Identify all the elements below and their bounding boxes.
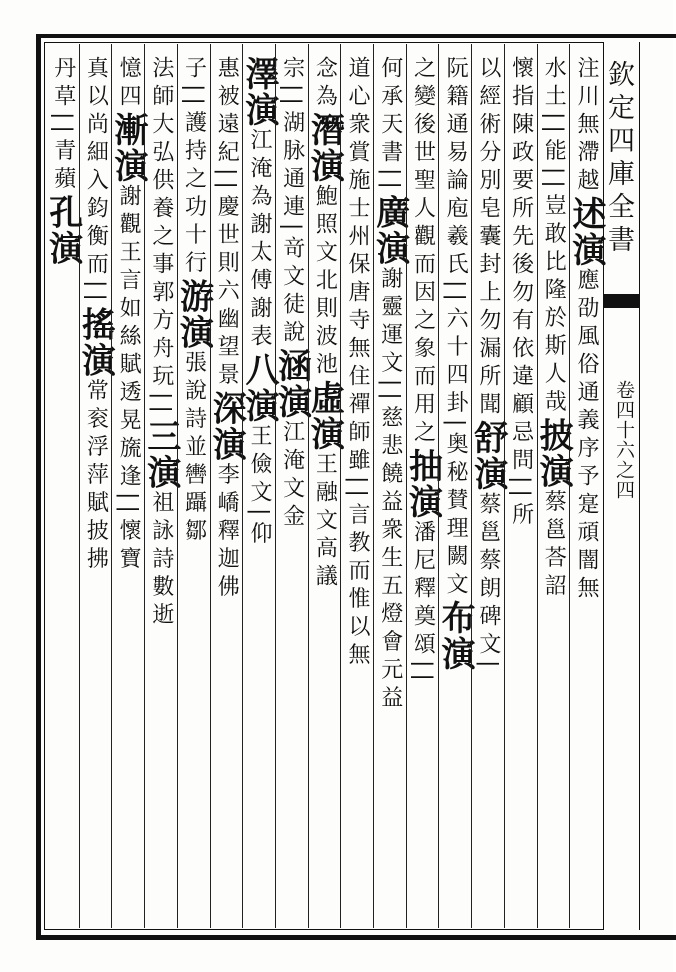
entry-heading: 廣演 <box>369 194 410 267</box>
column-divider <box>504 44 505 928</box>
column-text: 江淹為謝太傅謝表 <box>246 128 272 352</box>
text-column <box>565 56 606 920</box>
column-text: 道心衆賞施士 <box>345 56 371 224</box>
series-title: 欽定四庫全書 <box>603 60 634 258</box>
column-text: 仰 <box>246 521 272 550</box>
column-text: 問||所 <box>508 448 534 531</box>
text-column <box>402 56 443 920</box>
column-text: 謝靈運文||慈悲饒益衆生五燈會元益 <box>377 266 403 714</box>
column-divider <box>111 44 112 928</box>
column-text: 注川無滯越 <box>573 56 599 196</box>
column-divider <box>569 44 570 928</box>
column-divider <box>144 44 145 928</box>
column-text: 以尚細入鈞衡而|| <box>83 84 109 307</box>
column-text: 謝觀王言如絲賦 <box>116 184 142 380</box>
column-text: 能||豈敢比隆於斯人哉 <box>541 138 567 418</box>
entry-heading: 潛演 <box>304 112 345 184</box>
entry-heading: 虛演 <box>304 380 345 452</box>
entry-heading: 孔演 <box>42 194 83 267</box>
text-column <box>533 56 574 920</box>
column-text: 子||護持之功十行 <box>181 56 207 279</box>
entry-heading: 八演 <box>238 352 279 424</box>
column-text: 法師大弘供養之事 <box>148 56 174 280</box>
fish-tail-mark <box>604 294 640 308</box>
column-text: 逢||懷寶 <box>116 464 142 575</box>
column-text: 之變後世聖人觀而因之象而用之 <box>410 56 436 448</box>
text-column <box>271 56 312 920</box>
column-text: 郭方舟玩|| <box>148 280 174 419</box>
column-text: 州保唐寺無住禪師雖||言教而惟以無 <box>345 224 371 671</box>
column-text: |竒文徒說 <box>279 222 305 349</box>
column-text: 透晃旒 <box>116 380 142 464</box>
column-divider <box>210 44 211 928</box>
entry-heading: 述演 <box>565 196 606 268</box>
entry-heading: 舒演 <box>467 420 508 492</box>
column-text: 以經術分別皂囊封上勿漏所聞 <box>475 56 501 420</box>
column-text: 潘尼釋奠頌|| <box>410 520 436 687</box>
text-column <box>238 56 279 920</box>
column-text: 鮑照文北則波池 <box>312 184 338 380</box>
column-divider <box>438 44 439 928</box>
text-column <box>304 56 345 920</box>
column-divider <box>242 44 243 928</box>
entry-heading: 深演 <box>206 390 247 463</box>
column-text: 常衮浮萍賦披拂 <box>83 378 109 575</box>
column-text: ||湖脉通連 <box>279 84 305 223</box>
text-column <box>108 56 149 920</box>
column-text: 何承天書|| <box>377 56 403 195</box>
column-text: 憶四 <box>116 56 142 112</box>
column-text: 阮籍通易論庖羲氏||六十四卦 <box>443 56 469 419</box>
column-text: 丹草||青蘋 <box>50 56 76 195</box>
column-text: 則六幽望景 <box>214 250 240 391</box>
text-column <box>369 56 410 920</box>
column-divider <box>471 44 472 928</box>
entry-heading: 搖演 <box>75 306 116 379</box>
text-column <box>467 56 508 920</box>
column-text: 蔡邕荅詔 <box>541 489 567 602</box>
column-divider <box>340 44 341 928</box>
text-column <box>140 56 181 920</box>
text-column <box>340 56 373 920</box>
text-column <box>173 56 214 920</box>
column-text: 宗 <box>279 56 305 84</box>
column-text: 惠被遠紀||慶世 <box>214 56 240 251</box>
column-text: 王儉文| <box>246 424 272 522</box>
column-divider <box>177 44 178 928</box>
column-text: 水土|| <box>541 56 567 139</box>
column-divider <box>406 44 407 928</box>
text-column <box>504 56 537 920</box>
text-column <box>75 56 116 920</box>
entry-heading: 澤演 <box>238 56 279 128</box>
text-column <box>42 56 83 920</box>
entry-heading: 漸演 <box>108 112 149 184</box>
column-divider <box>308 44 309 928</box>
column-text: 江淹文金 <box>279 420 305 533</box>
column-text: 懷指陳政要所先後勿有依違顧忌 <box>508 56 534 448</box>
column-text: 應劭風俗通義序予寔頑闇無 <box>573 268 599 604</box>
column-divider <box>79 44 80 928</box>
entry-heading: 抽演 <box>402 448 443 520</box>
entry-heading: 三演 <box>140 418 181 491</box>
column-text: 張說詩並轡躡鄒 <box>181 350 207 547</box>
entry-heading: 游演 <box>173 278 214 351</box>
column-text: 念為 <box>312 56 338 112</box>
entry-heading: 涵演 <box>271 348 312 421</box>
column-divider <box>373 44 374 928</box>
volume-label: 卷四十六之四 <box>613 380 635 500</box>
column-text: 李嶠釋迦佛 <box>214 462 240 603</box>
column-text: 祖詠詩數逝 <box>148 490 174 631</box>
column-text: 蔡邕蔡朗碑文| <box>475 492 501 674</box>
entry-heading: 披演 <box>533 417 574 490</box>
column-divider <box>275 44 276 928</box>
entry-heading: 布演 <box>435 600 476 673</box>
column-text: |奥秘賛理闕文 <box>443 418 469 601</box>
column-text: 真 <box>83 56 109 84</box>
text-column <box>206 56 247 920</box>
text-column <box>435 56 476 920</box>
column-divider <box>537 44 538 928</box>
column-text: 王融文高議 <box>312 452 338 592</box>
